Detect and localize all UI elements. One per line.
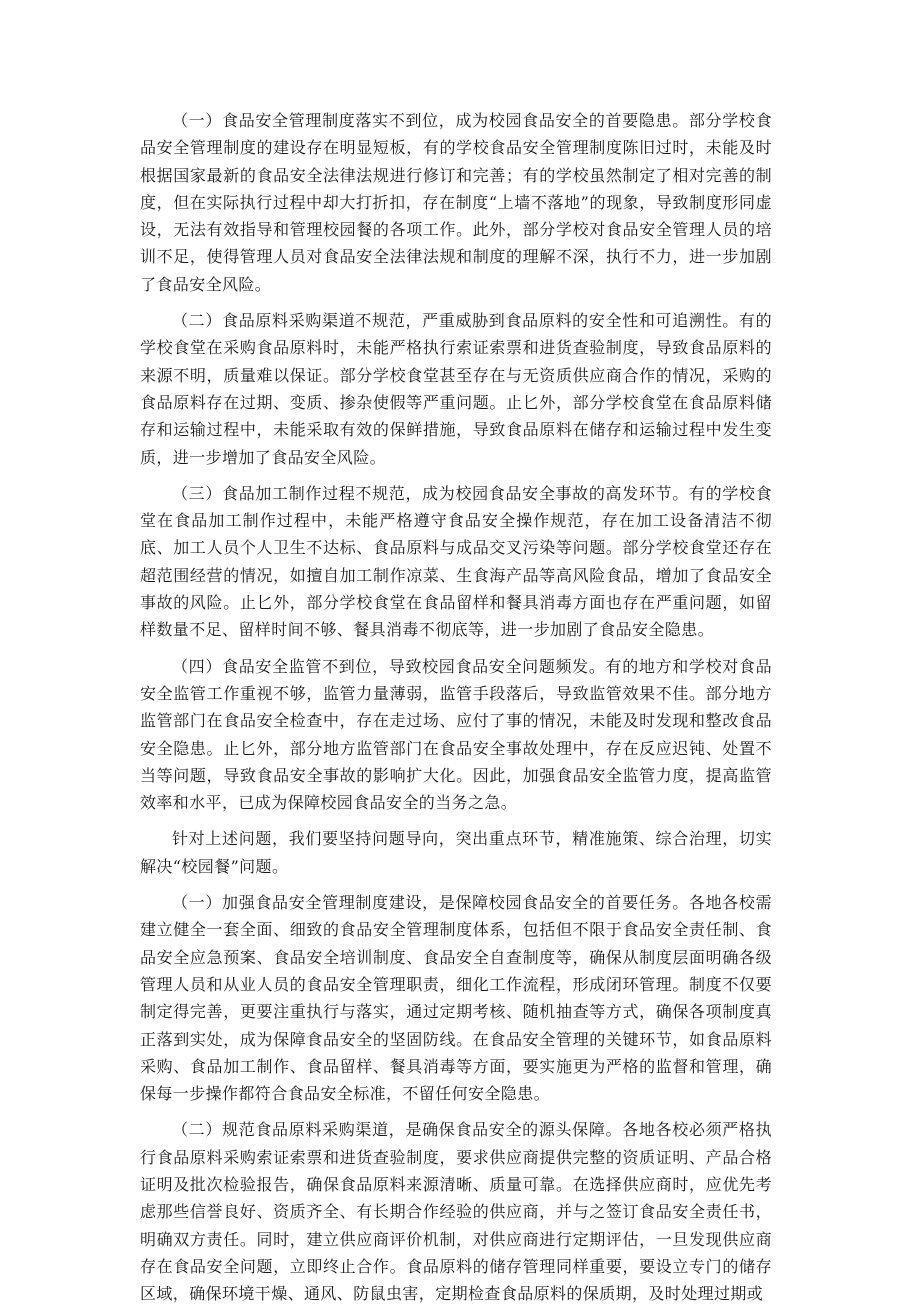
paragraph-problem-2: （二）食品原料采购渠道不规范，严重威胁到食品原料的安全性和可追溯性。有的学校食堂在采购食品原料时，未能严格执行索证索票和进货查验制度，导致食品原料的来源不明，质量难以保证。部分学校食堂甚至存在与无资质供应商合作的情况，采购的食品原料存在过期、变质、掺杂使假等严重问题。止匕外，部分学校食堂在食品原料储存和运输过程中，未能采取有效的保鲜措施，导致食品原料在储存和运输过程中发生变质，进一步增加了食品安全风险。 — [140, 311, 772, 467]
document-body — [140, 107, 772, 1307]
paragraph-measure-2: （二）规范食品原料采购渠道，是确保食品安全的源头保障。各地各校必须严格执行食品原料采购索证索票和进货查验制度，要求供应商提供完整的资质证明、产品合格证明及批次检验报告，确保食品原料来源清晰、质量可靠。在选择供应商时，应优先考虑那些信誉良好、资质齐全、有长期合作经验的供应商，并与之签订食品安全责任书，明确双方责任。同时，建立供应商评价机制，对供应商进行定期评估，一旦发现供应商存在食品安全问题，立即终止合作。食品原料的储存管理同样重要，要设立专门的储存区域，确保环境干燥、通风、防鼠虫害，定期检查食品原料的保质期，及时处理过期或 — [140, 1120, 772, 1304]
paragraph-measure-1: （一）加强食品安全管理制度建设，是保障校园食品安全的首要任务。各地各校需建立健全一套全面、细致的食品安全管理制度体系，包括但不限于食品安全责任制、食品安全应急预案、食品安全培训制度、食品安全自查制度等，确保从制度层面明确各级管理人员和从业人员的食品安全管理职责，细化工作流程，形成闭环管理。制度不仅要制定得完善，更要注重执行与落实，通过定期考核、随机抽查等方式，确保各项制度真正落到实处，成为保障食品安全的坚固防线。在食品安全管理的关键环节，如食品原料采购、食品加工制作、食品留样、餐具消毒等方面，要实施更为严格的监督和管理，确保每一步操作都符合食品安全标准，不留任何安全隐患。 — [140, 893, 772, 1104]
paragraph-transition: 针对上述问题，我们要坚持问题导向，突出重点环节，精准施策、综合治理，切实解决“校园餐”问题。 — [140, 829, 772, 876]
paragraph-problem-4: （四）食品安全监管不到位，导致校园食品安全问题频发。有的地方和学校对食品安全监管工作重视不够，监管力量薄弱，监管手段落后，导致监管效果不佳。部分地方监管部门在食品安全检查中，存在走过场、应付了事的情况，未能及时发现和整改食品安全隐患。止匕外，部分地方监管部门在食品安全事故处理中，存在反应迟钝、处置不当等问题，导致食品安全事故的影响扩大化。因此，加强食品安全监管力度，提高监管效率和水平，已成为保障校园食品安全的当务之急。 — [140, 656, 772, 813]
paragraph-problem-1: （一）食品安全管理制度落实不到位，成为校园食品安全的首要隐患。部分学校食品安全管理制度的建设存在明显短板，有的学校食品安全管理制度陈旧过时，未能及时根据国家最新的食品安全法律法规进行修订和完善；有的学校虽然制定了相对完善的制度，但在实际执行过程中却大打折扣，存在制度“上墙不落地”的现象，导致制度形同虚设，无法有效指导和管理校园餐的各项工作。此外，部分学校对食品安全管理人员的培训不足，使得管理人员对食品安全法律法规和制度的理解不深，执行不力，进一步加剧了食品安全风险。 — [140, 111, 772, 294]
paragraph-problem-3: （三）食品加工制作过程不规范，成为校园食品安全事故的高发环节。有的学校食堂在食品加工制作过程中，未能严格遵守食品安全操作规范，存在加工设备清洁不彻底、加工人员个人卫生不达标、食品原料与成品交叉污染等问题。部分学校食堂还存在超范围经营的情况，如擅自加工制作凉菜、生食海产品等高风险食品，增加了食品安全事故的风险。止匕外，部分学校食堂在食品留样和餐具消毒方面也存在严重问题，如留样数量不足、留样时间不够、餐具消毒不彻底等，进一步加剧了食品安全隐患。 — [140, 483, 772, 640]
